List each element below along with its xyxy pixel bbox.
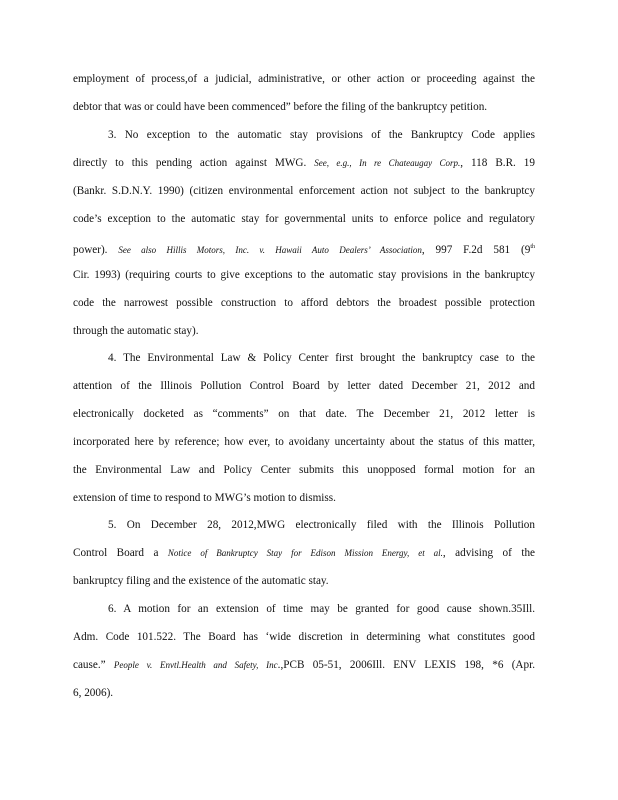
text-line: electronically docketed as “comments” on that date. The December 21, 2012 letter is bbox=[73, 408, 535, 420]
case-citation: See, e.g., In re Chateaugay Corp. bbox=[314, 158, 461, 168]
text-line: Adm. Code 101.522. The Board has ‘wide discretion in determining what constitutes good bbox=[73, 631, 535, 643]
text-line: code’s exception to the automatic stay for governmental units to enforce police and regulatory bbox=[73, 213, 535, 225]
notice-title: Notice of Bankruptcy Stay for Edison Mission Energy, et al. bbox=[167, 548, 443, 558]
text-line: incorporated here by reference; how ever, to avoidany uncertainty about the status of this matter, bbox=[73, 436, 535, 448]
text-line: employment of process,of a judicial, administrative, or other action or proceeding against the bbox=[73, 73, 535, 85]
text-line: power). See also Hillis Motors, Inc. v. Hawaii Auto Dealers’ Association, 997 F.2d 581 (9th bbox=[73, 244, 535, 256]
text-line: (Bankr. S.D.N.Y. 1990) (citizen environmental enforcement action not subject to the bankruptcy bbox=[73, 185, 535, 197]
text-line: attention of the Illinois Pollution Control Board by letter dated December 21, 2012 and bbox=[73, 380, 535, 392]
paragraph-5-start: 5. On December 28, 2012,MWG electronically filed with the Illinois Pollution bbox=[108, 519, 535, 531]
text-line: 6, 2006). bbox=[73, 687, 114, 699]
text-line: through the automatic stay). bbox=[73, 325, 199, 337]
paragraph-6-start: 6. A motion for an extension of time may be granted for good cause shown.35Ill. bbox=[108, 603, 535, 615]
text-line: extension of time to respond to MWG’s motion to dismiss. bbox=[73, 492, 336, 504]
text-line: the Environmental Law and Policy Center submits this unopposed formal motion for an bbox=[73, 464, 535, 476]
text-line: directly to this pending action against MWG. See, e.g., In re Chateaugay Corp., 118 B.R. 19 bbox=[73, 157, 535, 169]
text-line: Control Board a Notice of Bankruptcy Stay for Edison Mission Energy, et al., advising of the bbox=[73, 547, 536, 559]
text-line: bankruptcy filing and the existence of the automatic stay. bbox=[73, 575, 329, 587]
text-line: cause.” People v. Envtl.Health and Safety, Inc.,PCB 05-51, 2006Ill. ENV LEXIS 198, *6 (Apr. bbox=[73, 659, 536, 671]
text-line: code the narrowest possible construction to afford debtors the broadest possible protection bbox=[73, 297, 535, 309]
text-line: Cir. 1993) (requiring courts to give exceptions to the automatic stay provisions in the bankruptcy bbox=[73, 269, 535, 281]
superscript: th bbox=[530, 244, 535, 250]
text-line: debtor that was or could have been commenced” before the filing of the bankruptcy petition. bbox=[73, 101, 488, 113]
case-citation: See also Hillis Motors, Inc. v. Hawaii Auto Dealers’ Association bbox=[118, 245, 422, 255]
paragraph-4-start: 4. The Environmental Law & Policy Center first brought the bankruptcy case to the bbox=[108, 352, 535, 364]
case-citation: People v. Envtl.Health and Safety, Inc bbox=[113, 660, 278, 670]
paragraph-3-start: 3. No exception to the automatic stay provisions of the Bankruptcy Code applies bbox=[108, 129, 535, 141]
